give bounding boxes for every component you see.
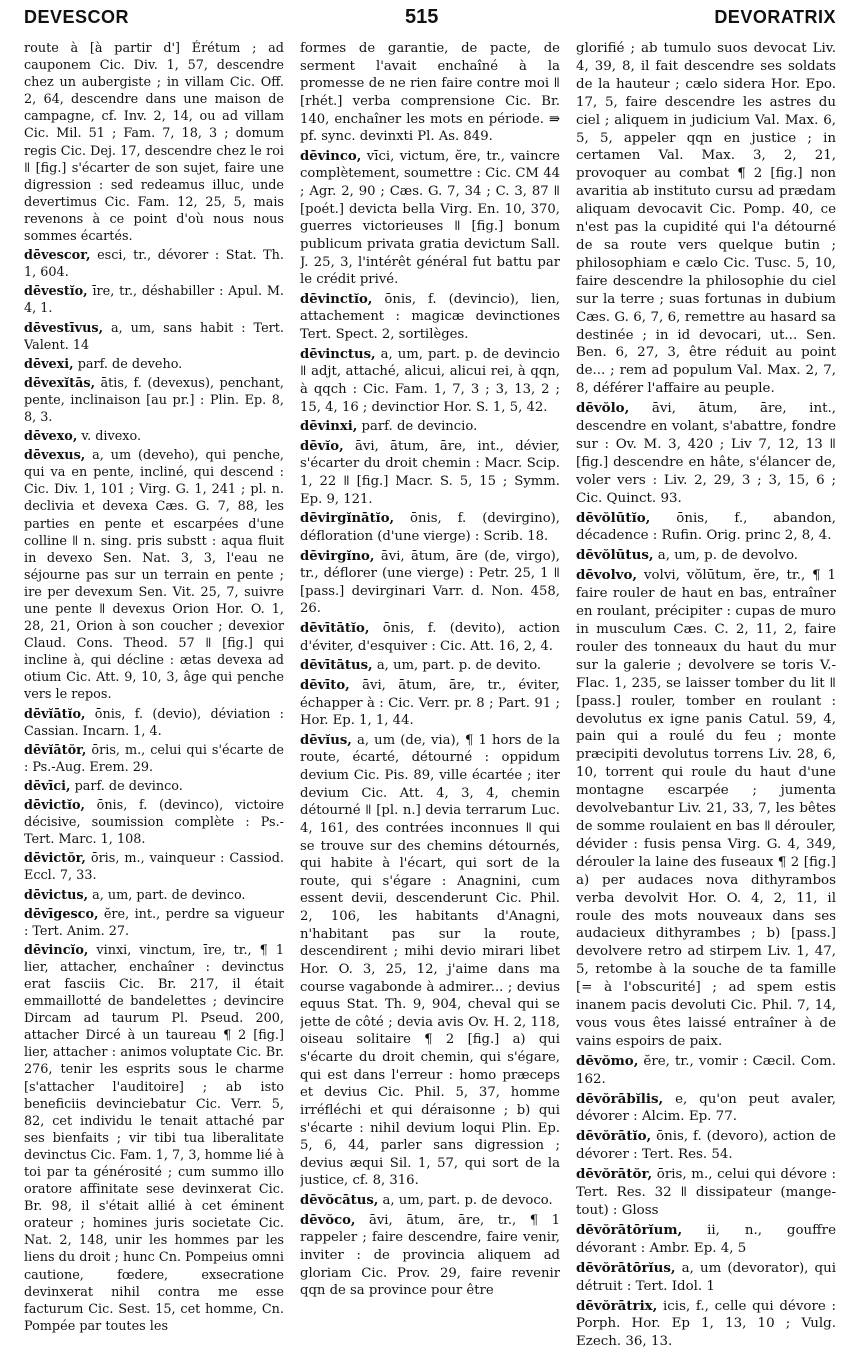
entry-definition: āvi, ātum, āre, int., dévier, s'écarter du droit chemin : Macr. Scip. 1, 22 ǁ [fig.] Macr. S. 5, 15 ; Symm. Ep. 9, 121. (300, 438, 560, 507)
dictionary-entry (300, 1192, 560, 1210)
dictionary-entry (300, 657, 560, 675)
dictionary-entry (300, 620, 560, 655)
entry-headword: dēvirgĭnātĭo, (300, 511, 395, 527)
entry-headword: dēvictus, (24, 887, 89, 903)
entry-headword: dēvinco, (300, 148, 362, 164)
entry-definition: route à [à partir d'] Érétum ; ad cauponem Cic. Div. 1, 57, descendre chez un aubergiste ; in villam Cic. Off. 2, 64, descendre dans une maison de campagne, cf. Inv. 2, 14, ou ad villam Cic. Mil. 51 ; Fam. 7, 18, 3 ; domum regis Cic. Dej. 17, descendre chez le roi ǁ [fig.] s'écarter de son sujet, faire une digression : sed redeamus illuc, unde devertimus Cic. Fam. 12, 25, 5, mais revenons à ce point d'où nous nous sommes écartés. (24, 41, 284, 245)
text-columns (24, 40, 836, 1352)
entry-headword: dēvincĭo, (24, 942, 89, 958)
entry-definition: āvi, ātum, āre, int., descendre en volant, s'abattre, fondre sur : Ov. M. 3, 420 ; Liv 7, 12, 13 ǁ [fig.] descendre en hâte, s'élancer de, voler vers : Liv. 2, 29, 3 ; 3, 15, 6 ; Cic. Quinct. 93. (576, 401, 836, 506)
entry-headword: dēvolvo, (576, 567, 638, 584)
dictionary-entry (576, 567, 836, 1050)
entry-definition: āvi, ātum, āre (de, virgo), tr., déflorer (une vierge) : Petr. 25, 1 ǁ [pass.] devirginari Varr. d. Non. 458, 26. (300, 548, 560, 617)
running-head (24, 0, 836, 40)
entry-definition: e, qu'on peut avaler, dévorer : Alcim. Ep. 77. (576, 1091, 836, 1125)
dictionary-entry (300, 40, 560, 146)
entry-headword: dēvŏlo, (576, 400, 630, 417)
entry-definition: ii, n., gouffre dévorant : Ambr. Ep. 4, 5 (576, 1222, 836, 1256)
running-head-left: DEVESCOR (24, 7, 130, 27)
entry-headword: dēvestīvus, (24, 320, 104, 336)
dictionary-entry (300, 732, 560, 1190)
entry-definition: ĕre, tr., vomir : Cæcil. Com. 162. (576, 1053, 836, 1087)
dictionary-entry (576, 400, 836, 507)
dictionary-entry (300, 346, 560, 417)
entry-headword: dēvŏrātŏr, (576, 1166, 653, 1183)
dictionary-entry (576, 547, 836, 565)
dictionary-entry (576, 1166, 836, 1220)
entry-headword: dēvīgesco, (24, 906, 99, 922)
entry-definition: ĕre, int., perdre sa vigueur : Tert. Anim. 27. (24, 906, 284, 939)
entry-headword: dēvinctĭo, (300, 291, 373, 307)
dictionary-entry (576, 1091, 836, 1127)
dictionary-entry (576, 1298, 836, 1352)
entry-headword: dēvescor, (24, 248, 91, 264)
dictionary-entry (24, 428, 284, 445)
entry-headword: dēvĭātĭo, (24, 706, 86, 722)
entry-definition: parf. de devinco. (70, 778, 183, 794)
entry-headword: dēvŏlūtus, (576, 547, 654, 564)
entry-definition: a, um, part. de devinco. (88, 887, 246, 903)
entry-definition: ōris, m., celui qui s'écarte de : Ps.-Aug. Erem. 29. (24, 742, 284, 775)
entry-headword: dēvirgĭno, (300, 548, 375, 564)
entry-definition: v. divexo. (77, 429, 142, 445)
dictionary-entry (300, 677, 560, 730)
entry-headword: dēvŏrātrix, (576, 1297, 658, 1314)
entry-definition: esci, tr., dévorer : Stat. Th. 1, 604. (24, 248, 284, 281)
entry-definition: ōnis, f. (devito), action d'éviter, d'esquiver : Cic. Att. 16, 2, 4. (300, 621, 560, 654)
dictionary-entry (24, 706, 284, 740)
entry-definition: āvi, ātum, āre, tr., éviter, échapper à : Cic. Verr. pr. 8 ; Part. 91 ; Hor. Ep. 1, 1, 44. (300, 677, 560, 729)
entry-definition: a, um (de, via), ¶ 1 hors de la route, écarté, détourné : oppidum devium Cic. Pis. 89, ville écartée ; iter devium Cic. Att. 4, 3, 4, chemin détourné ǁ [pl. n.] devia terrarum Luc. 4, 161, des contrées inconnues ǁ qui se trouve sur des chemins détournés, qui habite à l'écart, qui sort de la route, qui s'égare : Anagnini, cum essent devii, descenderunt Cic. Phil. 2, 106, les habitants d'Anagni, n'habitant pas sur la route, descendirent ; mihi devio mirari libet Hor. O. 3, 25, 12, j'aime dans ma course vagabonde à admirer... ; devius equus Stat. Th. 9, 904, cheval qui se jette de côté ; devia avis Ov. H. 2, 118, oiseau solitaire ¶ 2 [fig.] a) qui s'écarte du droit chemin, qui s'égare, qui est dans l'erreur : homo præceps et devius Cic. Phil. 5, 37, homme irréfléchi et qui déraisonne ; b) qui s'écarte : nihil devium loqui Plin. Ep. 5, 6, 44, parler sans digression ; devius æqui Sil. 1, 57, qui sort de la justice, cf. 8, 316. (300, 732, 560, 1189)
dictionary-entry (24, 850, 284, 884)
entry-headword: dēvestĭo, (24, 284, 88, 300)
dictionary-entry (24, 942, 284, 1335)
entry-definition: ōnis, f. (devincio), lien, attachement : magicæ devinctiones Tert. Spect. 2, sortilèges. (300, 291, 560, 342)
dictionary-entry (576, 1128, 836, 1164)
dictionary-entry (576, 1260, 836, 1296)
entry-headword: dēvinctus, (300, 346, 376, 362)
entry-definition: īre, tr., déshabiller : Apul. M. 4, 1. (24, 284, 284, 317)
entry-definition: parf. de deveho. (73, 356, 183, 372)
entry-headword: dēvexo, (24, 429, 78, 445)
entry-definition: a, um, part. p. de devito. (372, 658, 542, 674)
entry-headword: dēvŏrābĭlis, (576, 1090, 664, 1107)
dictionary-entry (24, 447, 284, 703)
dictionary-entry (24, 40, 284, 245)
entry-headword: dēvŏrātĭo, (576, 1128, 652, 1145)
entry-definition: vīci, victum, ĕre, tr., vaincre complètement, soumettre : Cic. CM 44 ; Agr. 2, 90 ; Cæs. G. 7, 34 ; C. 3, 87 ǁ [poét.] devicta bella Virg. En. 10, 370, guerres victorieuses ǁ [fig.] bonum publicum privata gratia devictum Sall. J. 25, 3, l'intérêt général fut battu par le crédit privé. (300, 148, 560, 288)
entry-definition: ōris, m., celui qui dévore : Tert. Res. 32 ǁ dissipateur (mange-tout) : Gloss (576, 1167, 836, 1218)
entry-headword: dēvexus, (24, 448, 86, 464)
dictionary-entry (24, 887, 284, 904)
entry-definition: ōnis, f. (devio), déviation : Cassian. Incarn. 1, 4. (24, 706, 284, 739)
dictionary-entry (576, 1053, 836, 1089)
dictionary-entry (24, 778, 284, 795)
dictionary-entry (24, 320, 284, 354)
dictionary-entry (24, 247, 284, 281)
entry-definition: vinxi, vinctum, īre, tr., ¶ 1 lier, attacher, enchaîner : devinctus erat fasciis Cic. Br. 217, il était emmaillotté de bandelettes ; devincire Dircam ad taurum Pl. Pseud. 200, attacher Dircé à un taureau ¶ 2 [fig.] lier, attacher : animos voluptate Cic. Br. 276, tenir les esprits sous le charme [s'attacher l'auditoire] ; ab isto beneficiis devinciebatur Cic. Verr. 5, 82, cet individu le tenait attaché par ses bienfaits ; vir tibi tua liberalitate devinctus Cic. Fam. 1, 7, 3, homme lié à toi par ta générosité ; cum summo illo oratore affinitate sese devinxerat Cic. Br. 98, il s'était allié à cet éminent orateur ; homines juris societate Cic. Nat. 2, 148, unir les hommes par les liens du droit ; hunc Cn. Pompeius omni cautione, fœdere, exsecratione devinxerat nihil contra me esse facturum Cic. Sest. 15, cet homme, Cn. Pompée par toutes les (24, 942, 284, 1334)
dictionary-entry (24, 742, 284, 776)
dictionary-entry (300, 548, 560, 619)
entry-headword: dēvŏco, (300, 1212, 356, 1228)
entry-headword: dēvītātĭo, (300, 621, 370, 636)
entry-definition: icis, f., celle qui dévore : Porph. Hor. Ep 1, 13, 10 ; Vulg. Ezech. 36, 13. (576, 1298, 836, 1350)
entry-headword: dēvītātus, (300, 658, 373, 674)
dictionary-entry (24, 375, 284, 426)
column-middle (300, 40, 560, 1352)
entry-headword: dēvŏrātōrĭum, (576, 1221, 683, 1238)
dictionary-entry (300, 418, 560, 436)
dictionary-entry (300, 291, 560, 344)
entry-definition: a, um, part. p. de devoco. (378, 1193, 553, 1208)
entry-definition: glorifié ; ab tumulo suos devocat Liv. 4, 39, 8, il fait descendre ses soldats de la hauteur ; cælo sidera Hor. Epo. 17, 5, faire descendre les astres du ciel ; aliquem in judicium Val. Max. 6, 5, 5, appeler qqn en justice ; in certamen Val. Max. 3, 2, 21, provoquer au combat ¶ 2 [fig.] non avaritia ab instituto cursu ad prædam aliquam devocavit Cic. Pomp. 40, ce n'est pas la cupidité qui l'a détourné de sa route vers quelque butin ; philosophiam e cælo Cic. Tusc. 5, 10, faire descendre la philosophie du ciel sur la terre ; suas fortunas in dubium Cæs. G. 6, 7, 6, remettre au hasard sa destinée ; in id devocari, ut... Sen. Ben. 6, 27, 3, être réduit au point de... ; rem ad populum Val. Max. 2, 7, 8, déférer l'affaire au peuple. (576, 41, 836, 397)
dictionary-entry (24, 356, 284, 373)
entry-definition: ātis, f. (devexus), penchant, pente, inclinaison [au pr.] : Plin. Ep. 8, 8, 3. (24, 375, 284, 425)
entry-headword: dēvĭo, (300, 438, 344, 454)
entry-definition: formes de garantie, de pacte, de serment l'avait enchaîné à la promesse de ne rien faire contre moi ǁ [rhét.] verba comprensione Cic. Br. 140, enchaîner les mots en période. ⇛ pf. sync. devinxti Pl. As. 849. (300, 41, 560, 145)
entry-headword: dēvŏlūtĭo, (576, 509, 651, 526)
column-left (24, 40, 284, 1352)
dictionary-entry (300, 1212, 560, 1300)
entry-definition: a, um, sans habit : Tert. Valent. 14 (24, 320, 284, 353)
entry-headword: dēvĭus, (300, 732, 352, 748)
entry-definition: ōnis, f. (devoro), action de dévorer : Tert. Res. 54. (576, 1129, 836, 1163)
entry-headword: dēvictĭo, (24, 798, 85, 814)
dictionary-entry (576, 1222, 836, 1258)
entry-definition: ōnis, f. (devirgino), défloration (d'une vierge) : Scrib. 18. (300, 511, 560, 544)
entry-definition: a, um, p. de devolvo. (653, 548, 799, 564)
entry-definition: a, um (deveho), qui penche, qui va en pente, incliné, qui descend : Cic. Div. 1, 101 ; Virg. G. 1, 241 ; pl. n. declivia et devexa Cæs. G. 7, 88, les parties en pente et escarpées d'une colline ǁ n. sing. pris substt : aqua fluit in devexo Sen. Nat. 3, 3, l'eau ne séjourne pas sur un terrain en pente ; ire per devexum Sen. Vit. 25, 7, suivre une pente ǁ devexus Orion Hor. O. 1, 28, 21, Orion à son coucher ; devexior Claud. Cons. Theod. 57 ǁ [fig.] qui incline à, qui décline : ætas devexa ad otium Cic. Att. 9, 10, 3, âge qui penche vers le repos. (24, 448, 284, 703)
entry-headword: dēvīci, (24, 778, 71, 794)
entry-headword: dēvexi, (24, 356, 74, 372)
entry-definition: a, um, part. p. de devincio ǁ adjt, attaché, alicui, alicui rei, à qqn, à qqch : Cic. Fam. 1, 7, 3 ; 3, 13, 2 ; 15, 4, 16 ; devinctior Hor. S. 1, 5, 42. (300, 346, 560, 415)
dictionary-entry (300, 438, 560, 509)
entry-headword: dēvinxi, (300, 419, 358, 435)
dictionary-entry (24, 283, 284, 317)
entry-definition: parf. de devincio. (357, 419, 478, 435)
entry-headword: dēvictŏr, (24, 851, 86, 867)
dictionary-entry (24, 797, 284, 848)
entry-definition: a, um (devorator), qui détruit : Tert. Idol. 1 (576, 1260, 836, 1294)
entry-headword: dēvīto, (300, 677, 350, 693)
entry-headword: dēvexĭtās, (24, 375, 96, 391)
entry-definition: āvi, ātum, āre, tr., ¶ 1 rappeler ; faire descendre, faire venir, inviter : de provincia aliquem ad gloriam Cic. Prov. 29, faire revenir qqn de sa province pour être (300, 1212, 560, 1299)
entry-headword: dēvŏrātōrĭus, (576, 1259, 676, 1276)
dictionary-entry (576, 40, 836, 398)
running-head-right: DEVORATRIX (714, 7, 836, 27)
dictionary-entry (576, 510, 836, 546)
entry-headword: dēvŏcātus, (300, 1193, 379, 1208)
entry-headword: dēvĭātŏr, (24, 742, 87, 758)
entry-definition: ōris, m., vainqueur : Cassiod. Eccl. 7, 33. (24, 851, 284, 884)
entry-definition: ōnis, f. (devinco), victoire décisive, soumission complète : Ps.-Tert. Marc. 1, 108. (24, 798, 284, 848)
dictionary-entry (300, 510, 560, 545)
dictionary-entry (300, 148, 560, 289)
entry-headword: dēvŏmo, (576, 1052, 639, 1069)
entry-definition: ōnis, f., abandon, décadence : Rufin. Orig. princ 2, 8, 4. (576, 510, 836, 544)
column-right (576, 40, 836, 1352)
entry-definition: volvi, vŏlūtum, ĕre, tr., ¶ 1 faire rouler de haut en bas, entraîner en roulant, précipiter : cupas de muro in musculum Cæs. C. 2, 11, 2, faire rouler des tonneaux du haut du mur sur la galerie ; devolvere se toris V.-Flac. 1, 235, se laisser tomber du lit ǁ [pass.] rouler, tomber en roulant : devolutus ex igne panis Catul. 59, 4, pain qui a roulé du feu ; monte præcipiti devolutus torrens Liv. 28, 6, 10, torrent qui roule du haut d'une montagne escarpée ; jumenta devolvebantur Liv. 21, 33, 7, les bêtes de somme roulaient en bas ǁ dérouler, dévider : fusis pensa Virg. G. 4, 349, dérouler la laine des fuseaux ¶ 2 [fig.] a) per audaces nova dithyrambos verba devolvit Hor. O. 4, 2, 11, il roule des mots nouveaux dans ses audacieux dithyrambes ; b) [pass.] devolvere retro ad stirpem Liv. 1, 47, 5, retombe à la souche de ta famille [= à l'obscurité] ; ad spem estis inanem pacis devoluti Cic. Phil. 7, 14, vous vous êtes laissé entraîner à de vains espoirs de paix. (576, 568, 836, 1049)
dictionary-entry (24, 906, 284, 940)
page-number: 515 (404, 6, 439, 28)
